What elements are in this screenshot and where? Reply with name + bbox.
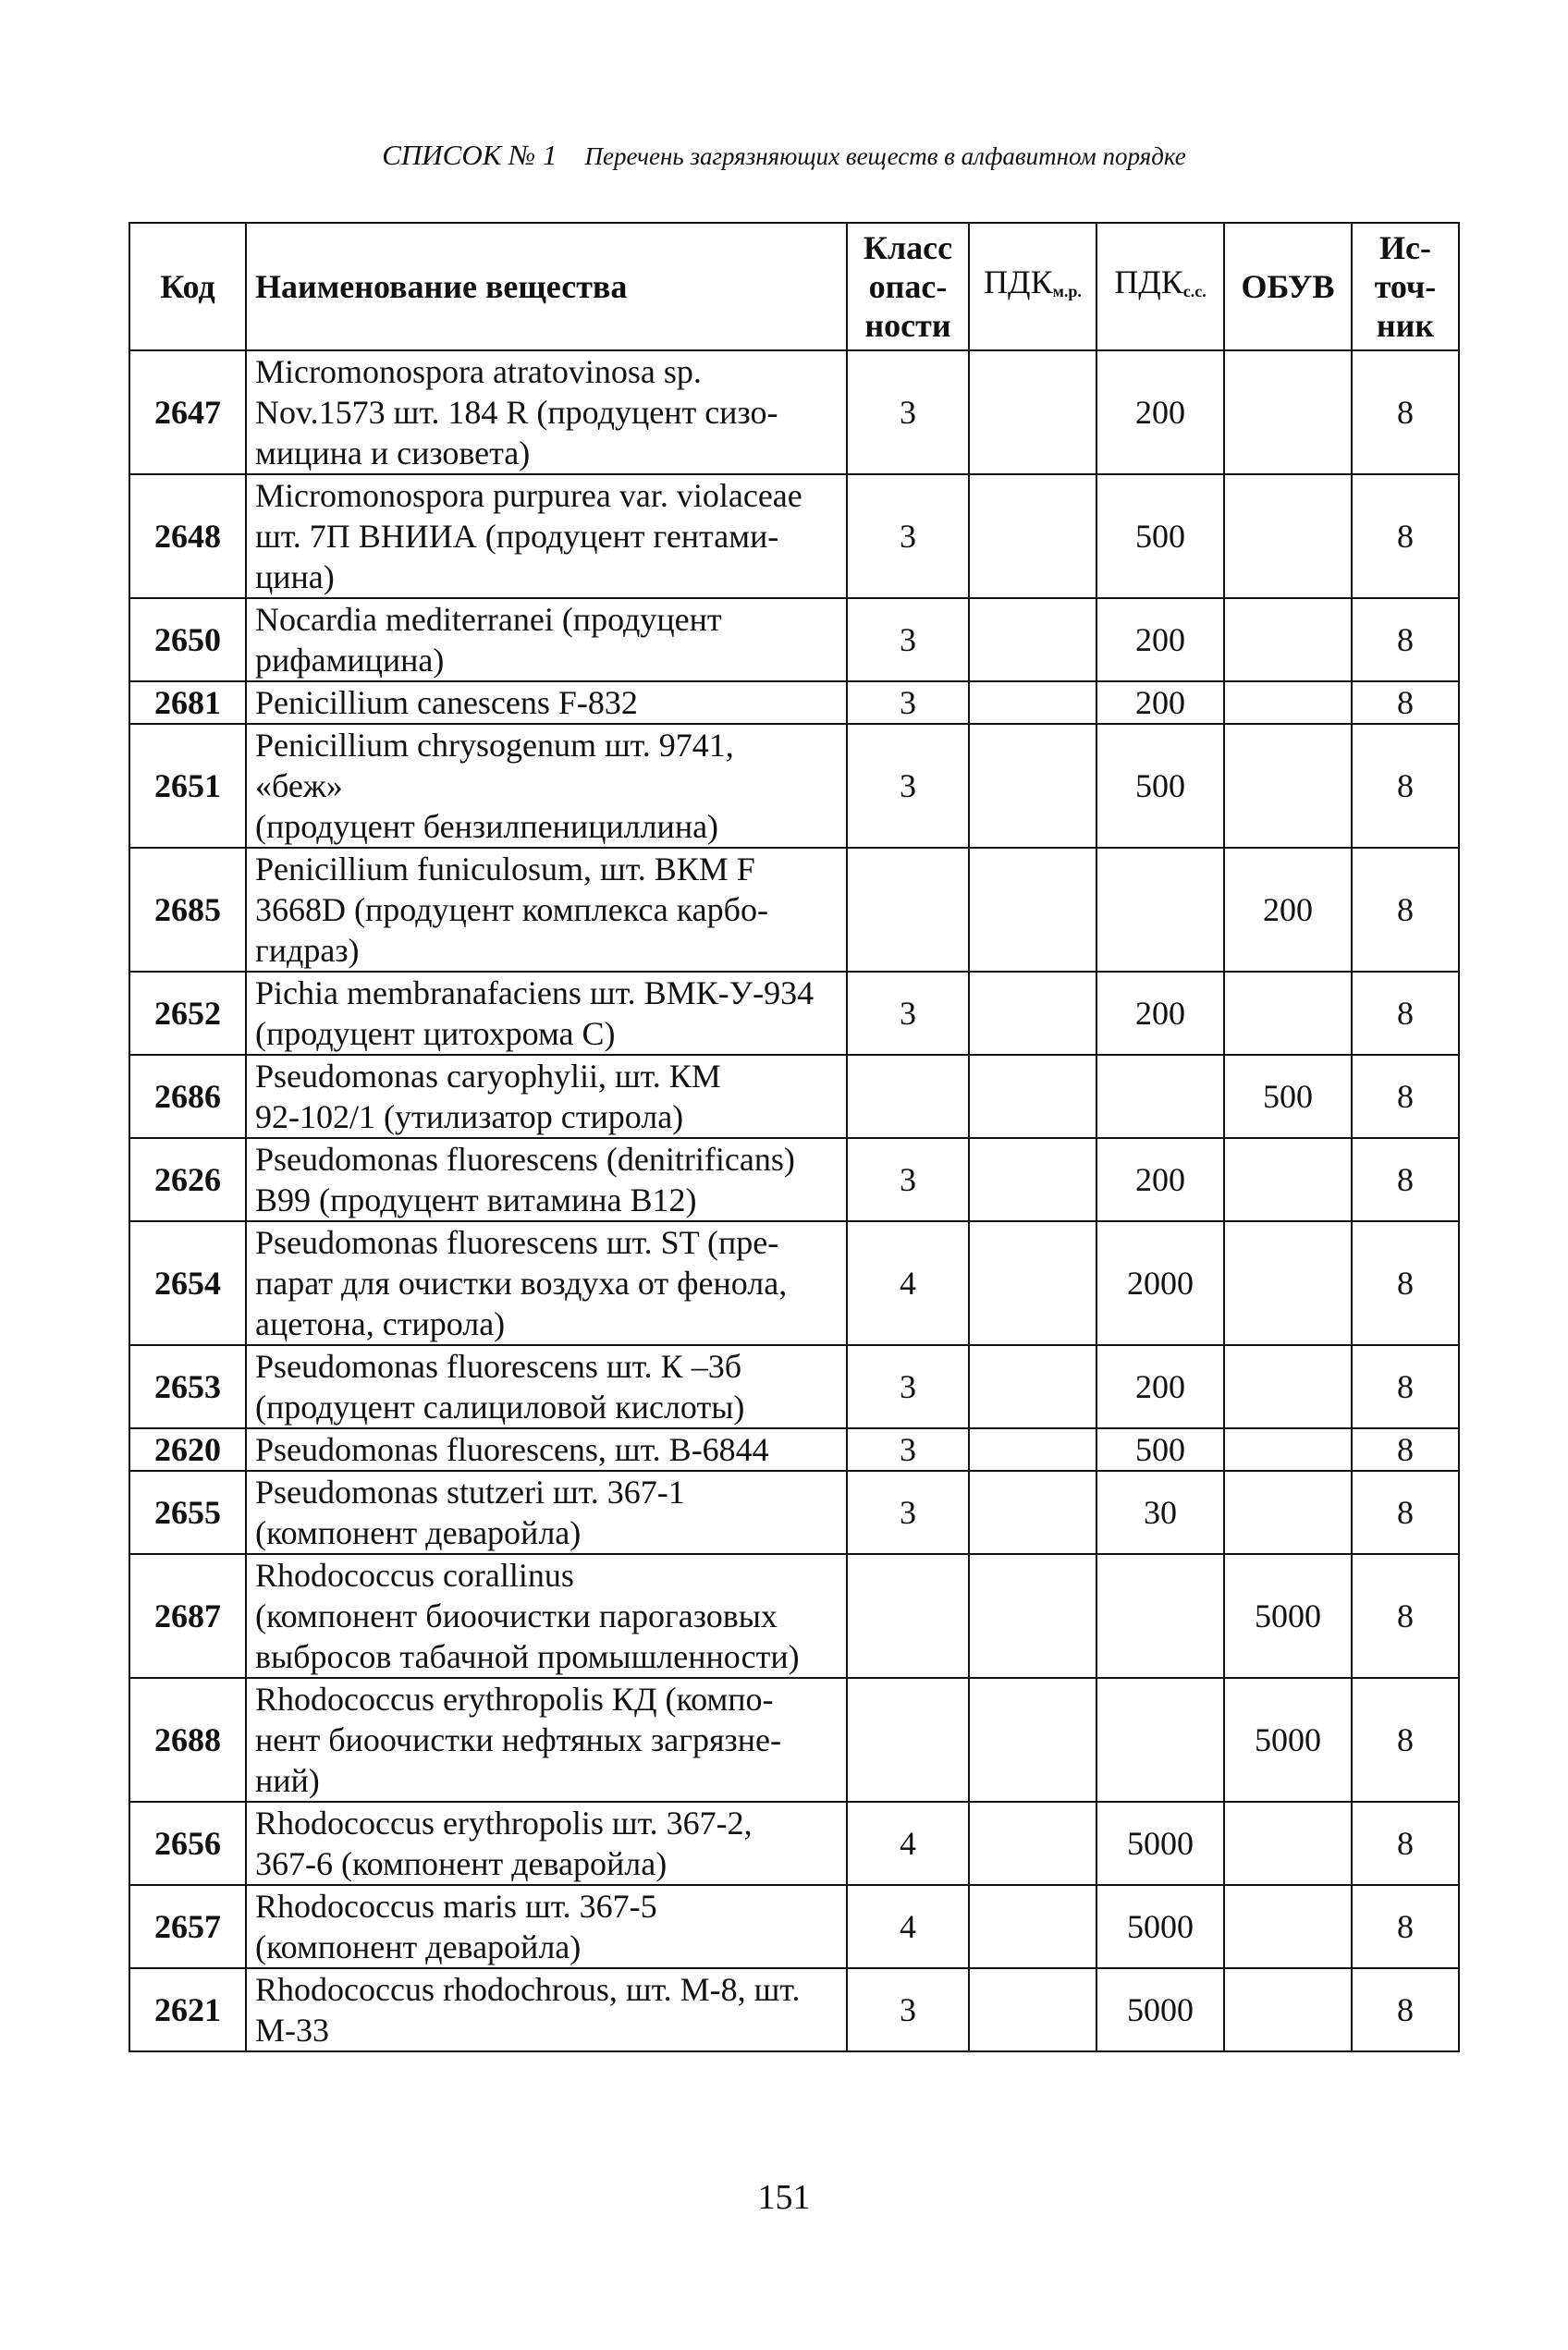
table-row xyxy=(129,972,1459,1055)
cell-obuv xyxy=(1224,1221,1352,1345)
name-line: Rhodococcus erythropolis КД (компо- xyxy=(255,1681,774,1718)
column-header-class xyxy=(847,223,969,350)
cell-pdk-mr xyxy=(969,1554,1096,1678)
cell-pdk-mr xyxy=(969,1678,1096,1802)
cell-pdk-ss: 500 xyxy=(1096,474,1224,598)
cell-name xyxy=(246,1345,847,1428)
cell-source: 8 xyxy=(1352,681,1459,724)
table-row xyxy=(129,1968,1459,2051)
name-line: (компонент биоочистки парогазовых xyxy=(255,1597,778,1634)
name-line: Pseudomonas caryophylii, шт. КМ xyxy=(255,1058,721,1095)
name-line: Pseudomonas fluorescens, шт. В-6844 xyxy=(255,1431,769,1468)
cell-name xyxy=(246,1678,847,1802)
cell-class: 4 xyxy=(847,1221,969,1345)
table-row xyxy=(129,1138,1459,1221)
cell-pdk-ss xyxy=(1096,1678,1224,1802)
cell-code: 2687 xyxy=(129,1554,246,1678)
column-header-class-line: опас- xyxy=(868,268,948,305)
cell-code: 2626 xyxy=(129,1138,246,1221)
name-line: Nov.1573 шт. 184 R (продуцент сизо- xyxy=(255,394,778,431)
table-row xyxy=(129,1554,1459,1678)
running-head xyxy=(0,139,1568,172)
name-line: Rhodococcus erythropolis шт. 367-2, xyxy=(255,1805,753,1842)
column-header-source-line: ник xyxy=(1376,307,1435,344)
cell-name xyxy=(246,1428,847,1471)
list-subtitle: Перечень загрязняющих веществ в алфавитном порядке xyxy=(584,142,1186,170)
cell-name xyxy=(246,598,847,681)
cell-class: 3 xyxy=(847,350,969,474)
cell-source: 8 xyxy=(1352,1554,1459,1678)
table-header-row xyxy=(129,223,1459,350)
column-header-class-line: ности xyxy=(864,307,951,344)
cell-class: 3 xyxy=(847,1345,969,1428)
column-header-source-line: точ- xyxy=(1374,268,1437,305)
cell-name xyxy=(246,1055,847,1138)
cell-class: 3 xyxy=(847,681,969,724)
cell-code: 2621 xyxy=(129,1968,246,2051)
cell-pdk-ss: 200 xyxy=(1096,972,1224,1055)
name-line: гидраз) xyxy=(255,932,360,969)
cell-pdk-mr xyxy=(969,1345,1096,1428)
table-row xyxy=(129,1802,1459,1885)
cell-pdk-mr xyxy=(969,848,1096,972)
cell-obuv: 200 xyxy=(1224,848,1352,972)
cell-class xyxy=(847,1678,969,1802)
column-header-source-line: Ис- xyxy=(1379,229,1431,266)
table-row xyxy=(129,724,1459,848)
cell-class: 3 xyxy=(847,1968,969,2051)
name-line: Penicillium chrysogenum шт. 9741, xyxy=(255,727,734,764)
column-header-name: Наименование вещества xyxy=(246,223,847,350)
cell-code: 2656 xyxy=(129,1802,246,1885)
name-line: Pseudomonas fluorescens (denitrificans) xyxy=(255,1141,795,1178)
cell-pdk-mr xyxy=(969,1138,1096,1221)
cell-class: 4 xyxy=(847,1802,969,1885)
cell-code: 2620 xyxy=(129,1428,246,1471)
cell-pdk-mr xyxy=(969,1055,1096,1138)
name-line: цина) xyxy=(255,558,335,595)
cell-code: 2654 xyxy=(129,1221,246,1345)
cell-source: 8 xyxy=(1352,1055,1459,1138)
cell-pdk-ss: 5000 xyxy=(1096,1802,1224,1885)
name-line: В99 (продуцент витамина В12) xyxy=(255,1181,697,1218)
cell-name xyxy=(246,972,847,1055)
cell-name xyxy=(246,724,847,848)
cell-pdk-ss: 500 xyxy=(1096,724,1224,848)
name-line: (компонент деваройла) xyxy=(255,1928,582,1965)
cell-obuv xyxy=(1224,598,1352,681)
table-body xyxy=(129,350,1459,2051)
cell-name xyxy=(246,1802,847,1885)
cell-obuv xyxy=(1224,1885,1352,1968)
table-row xyxy=(129,1428,1459,1471)
cell-pdk-mr xyxy=(969,1221,1096,1345)
name-line: Micromonospora atratovinosa sp. xyxy=(255,353,702,390)
table-row xyxy=(129,1885,1459,1968)
column-header-class-line: Класс xyxy=(863,229,953,266)
cell-obuv xyxy=(1224,1345,1352,1428)
cell-source: 8 xyxy=(1352,972,1459,1055)
name-line: 3668D (продуцент комплекса карбо- xyxy=(255,891,768,928)
cell-name xyxy=(246,1138,847,1221)
name-line: (продуцент салициловой кислоты) xyxy=(255,1389,745,1426)
page-number: 151 xyxy=(757,2178,811,2217)
cell-pdk-ss: 200 xyxy=(1096,1138,1224,1221)
cell-obuv: 5000 xyxy=(1224,1554,1352,1678)
cell-code: 2652 xyxy=(129,972,246,1055)
cell-class: 4 xyxy=(847,1885,969,1968)
name-line: Pseudomonas stutzeri шт. 367-1 xyxy=(255,1474,685,1511)
cell-pdk-mr xyxy=(969,1802,1096,1885)
cell-source: 8 xyxy=(1352,848,1459,972)
cell-code: 2647 xyxy=(129,350,246,474)
pdk-mr-label: ПДК xyxy=(984,263,1053,300)
table-row xyxy=(129,1678,1459,1802)
cell-pdk-mr xyxy=(969,1471,1096,1554)
cell-code: 2648 xyxy=(129,474,246,598)
cell-obuv xyxy=(1224,1428,1352,1471)
name-line: Penicillium canescens F-832 xyxy=(255,684,638,721)
table-row xyxy=(129,1471,1459,1554)
name-line: Micromonospora purpurea var. violaceae xyxy=(255,477,802,514)
cell-pdk-ss: 200 xyxy=(1096,350,1224,474)
name-line: Pseudomonas fluorescens шт. К –3б xyxy=(255,1348,742,1385)
name-line: Pichia membranafaciens шт. ВМК-У-934 xyxy=(255,974,815,1011)
name-line: Rhodococcus rhodochrous, шт. М-8, шт. xyxy=(255,1971,801,2008)
cell-pdk-ss xyxy=(1096,1055,1224,1138)
cell-pdk-mr xyxy=(969,1885,1096,1968)
table-row xyxy=(129,598,1459,681)
cell-pdk-ss: 5000 xyxy=(1096,1968,1224,2051)
cell-pdk-mr xyxy=(969,681,1096,724)
cell-code: 2655 xyxy=(129,1471,246,1554)
cell-source: 8 xyxy=(1352,1138,1459,1221)
cell-name xyxy=(246,1885,847,1968)
cell-code: 2651 xyxy=(129,724,246,848)
cell-pdk-ss xyxy=(1096,1554,1224,1678)
cell-pdk-ss: 200 xyxy=(1096,598,1224,681)
cell-name xyxy=(246,474,847,598)
cell-source: 8 xyxy=(1352,1221,1459,1345)
cell-pdk-mr xyxy=(969,972,1096,1055)
cell-pdk-mr xyxy=(969,474,1096,598)
name-line: ний) xyxy=(255,1762,320,1799)
name-line: парат для очистки воздуха от фенола, xyxy=(255,1265,788,1302)
name-line: шт. 7П ВНИИА (продуцент гентами- xyxy=(255,518,779,555)
column-header-pdk-mr xyxy=(969,223,1096,350)
cell-code: 2650 xyxy=(129,598,246,681)
cell-class xyxy=(847,848,969,972)
cell-obuv: 5000 xyxy=(1224,1678,1352,1802)
name-line: Rhodococcus corallinus xyxy=(255,1557,574,1594)
table-row xyxy=(129,1345,1459,1428)
cell-obuv xyxy=(1224,1138,1352,1221)
column-header-code: Код xyxy=(129,223,246,350)
table-row xyxy=(129,474,1459,598)
cell-pdk-mr xyxy=(969,1428,1096,1471)
table-row xyxy=(129,1055,1459,1138)
column-header-obuv: ОБУВ xyxy=(1224,223,1352,350)
name-line: 367-6 (компонент деваройла) xyxy=(255,1845,668,1882)
name-line: Nocardia mediterranei (продуцент xyxy=(255,601,722,638)
cell-class: 3 xyxy=(847,1138,969,1221)
pdk-ss-label: ПДК xyxy=(1114,263,1183,300)
name-line: выбросов табачной промышленности) xyxy=(255,1638,800,1675)
cell-class xyxy=(847,1055,969,1138)
cell-source: 8 xyxy=(1352,1428,1459,1471)
cell-source: 8 xyxy=(1352,1345,1459,1428)
cell-source: 8 xyxy=(1352,1678,1459,1802)
cell-class: 3 xyxy=(847,972,969,1055)
cell-obuv xyxy=(1224,724,1352,848)
cell-name xyxy=(246,848,847,972)
table-row xyxy=(129,681,1459,724)
list-title: СПИСОК № 1 xyxy=(382,139,557,171)
name-line: «беж» xyxy=(255,767,343,804)
cell-obuv: 500 xyxy=(1224,1055,1352,1138)
cell-source: 8 xyxy=(1352,1802,1459,1885)
cell-source: 8 xyxy=(1352,598,1459,681)
substances-table xyxy=(129,222,1460,2052)
cell-obuv xyxy=(1224,474,1352,598)
cell-pdk-mr xyxy=(969,724,1096,848)
name-line: мицина и сизовета) xyxy=(255,435,531,471)
pdk-mr-subscript: м.р. xyxy=(1052,282,1082,300)
table-row xyxy=(129,848,1459,972)
column-header-source xyxy=(1352,223,1459,350)
cell-obuv xyxy=(1224,1471,1352,1554)
cell-pdk-ss: 200 xyxy=(1096,1345,1224,1428)
cell-code: 2685 xyxy=(129,848,246,972)
cell-pdk-ss: 200 xyxy=(1096,681,1224,724)
cell-code: 2681 xyxy=(129,681,246,724)
cell-pdk-mr xyxy=(969,598,1096,681)
cell-name xyxy=(246,350,847,474)
cell-name xyxy=(246,681,847,724)
name-line: нент биоочистки нефтяных загрязне- xyxy=(255,1721,781,1758)
cell-obuv xyxy=(1224,1802,1352,1885)
cell-code: 2686 xyxy=(129,1055,246,1138)
cell-class: 3 xyxy=(847,1471,969,1554)
cell-code: 2657 xyxy=(129,1885,246,1968)
cell-source: 8 xyxy=(1352,1968,1459,2051)
name-line: Penicillium funiculosum, шт. ВКМ F xyxy=(255,851,755,887)
cell-name xyxy=(246,1968,847,2051)
cell-obuv xyxy=(1224,350,1352,474)
table-row xyxy=(129,350,1459,474)
cell-code: 2688 xyxy=(129,1678,246,1802)
table-row xyxy=(129,1221,1459,1345)
cell-source: 8 xyxy=(1352,724,1459,848)
cell-pdk-mr xyxy=(969,1968,1096,2051)
name-line: (продуцент бензилпенициллина) xyxy=(255,808,719,845)
cell-obuv xyxy=(1224,1968,1352,2051)
cell-pdk-ss: 2000 xyxy=(1096,1221,1224,1345)
column-header-pdk-ss xyxy=(1096,223,1224,350)
cell-source: 8 xyxy=(1352,1471,1459,1554)
name-line: ацетона, стирола) xyxy=(255,1305,506,1342)
cell-obuv xyxy=(1224,681,1352,724)
pdk-ss-subscript: с.с. xyxy=(1182,282,1207,300)
cell-source: 8 xyxy=(1352,1885,1459,1968)
cell-pdk-ss: 500 xyxy=(1096,1428,1224,1471)
cell-pdk-mr xyxy=(969,350,1096,474)
name-line: Pseudomonas fluorescens шт. ST (пре- xyxy=(255,1224,779,1261)
cell-obuv xyxy=(1224,972,1352,1055)
name-line: Rhodococcus maris шт. 367-5 xyxy=(255,1888,657,1925)
cell-pdk-ss: 5000 xyxy=(1096,1885,1224,1968)
name-line: рифамицина) xyxy=(255,642,445,679)
name-line: (компонент деваройла) xyxy=(255,1514,582,1551)
name-line: М-33 xyxy=(255,2012,329,2049)
cell-pdk-ss: 30 xyxy=(1096,1471,1224,1554)
cell-name xyxy=(246,1221,847,1345)
cell-class: 3 xyxy=(847,1428,969,1471)
cell-pdk-ss xyxy=(1096,848,1224,972)
cell-name xyxy=(246,1471,847,1554)
cell-source: 8 xyxy=(1352,474,1459,598)
cell-class: 3 xyxy=(847,474,969,598)
cell-code: 2653 xyxy=(129,1345,246,1428)
cell-class: 3 xyxy=(847,598,969,681)
name-line: 92-102/1 (утилизатор стирола) xyxy=(255,1098,684,1135)
cell-class: 3 xyxy=(847,724,969,848)
cell-source: 8 xyxy=(1352,350,1459,474)
cell-class xyxy=(847,1554,969,1678)
cell-name xyxy=(246,1554,847,1678)
name-line: (продуцент цитохрома С) xyxy=(255,1015,616,1052)
